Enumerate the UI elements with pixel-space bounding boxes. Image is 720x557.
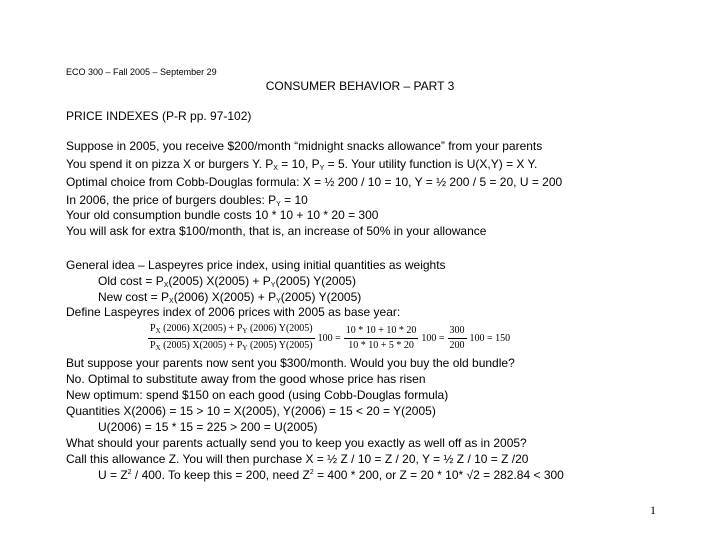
course-header: ECO 300 – Fall 2005 – September 29 [66, 67, 217, 77]
text-line: Quantities X(2006) = 15 > 10 = X(2005), Y(2006) = 15 < 20 = Y(2005) [66, 404, 436, 418]
text-line: Define Laspeyres index of 2006 prices with 2005 as base year: [66, 305, 401, 319]
fraction: $\frac{P_X (2006) X(2005) + P_Y (2006) Y(2005)}{P_X (2005) X(2005) + P_Y (2005) Y(2005)}$ [150, 322, 313, 352]
text-line: In 2006, the price of burgers doubles: $P_Y = 10$ [66, 193, 308, 208]
text-line: U(2006) = 15 * 15 = 225 > 200 = U(2005) [98, 420, 318, 434]
text-line: Old $\cos t = P_X(2005) X(2005) + P_Y(2005)$ Y(2005) [98, 274, 356, 289]
text-line: General idea – Laspeyres price index, using initial quantities as weights [66, 258, 446, 272]
fraction: $\frac{10 * 10 + 10 * 20}{10 * 10 + 5 * 20}$ [345, 324, 417, 351]
text-line: But suppose your parents now sent you $300/month. Would you buy the old bundle? [66, 356, 515, 370]
page-number: 1 [650, 503, 656, 517]
text-line: New optimum: spend $150 on each good (using Cobb-Douglas formula) [66, 388, 449, 402]
formula-text: 100 = 150 [469, 332, 511, 344]
section-heading: PRICE INDEXES (P-R pp. 97-102) [66, 109, 252, 123]
formula-text: 100 = [421, 332, 445, 344]
formula-text: 100 = [317, 332, 341, 344]
text-line: Suppose in 2005, you receive $200/month “midnight snacks allowance” from your parents [66, 139, 543, 153]
fraction: $\frac{300}{200}$ [449, 324, 465, 351]
text-line: You will ask for extra $100/month, that is, an increase of 50% in your allowance [66, 224, 487, 238]
text-line: What should your parents actually send you to keep you exactly as well off as in 2005? [66, 436, 527, 450]
text-line: New $\cos t = P_X(2006) X(2005) + P_Y(2005)$ Y(2005) [98, 290, 362, 305]
text-line: $U = Z^2 / 400$. To keep this = 200, need $Z^2 = 400 * 200$, or Z = 20 * 10* √2 = 282.84 < 300 [98, 468, 564, 482]
text-line: You spend it on pizza X or burgers Y. $P_X = 10$, $P_Y = 5$. Your utility function is U(X,Y) = X Y. [66, 157, 538, 172]
text-line: No. Optimal to substitute away from the good whose price has risen [66, 372, 426, 386]
text-line: Your old consumption bundle costs 10 * 10 + 10 * 20 = 300 [66, 208, 379, 222]
laspeyres-formula [148, 321, 513, 355]
page-title: CONSUMER BEHAVIOR – PART 3 [265, 79, 455, 93]
text-line: Call this allowance Z. You will then purchase X = ½ Z / 10 = Z / 20, Y = ½ Z / 10 = Z /20 [66, 452, 529, 466]
text-line: Optimal choice from Cobb-Douglas formula: X = ½ 200 / 10 = 10, Y = ½ 200 / 5 = 20, U = 200 [66, 175, 563, 189]
